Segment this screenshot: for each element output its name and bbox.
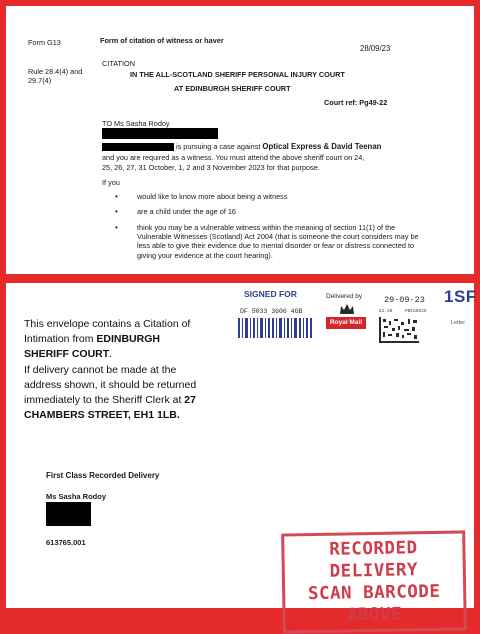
court-name: EDINBURGH: [96, 333, 160, 346]
reference-number: 613765.001: [46, 538, 86, 547]
bullet-item: [115, 207, 429, 217]
postmark-date: 29-09-23: [384, 295, 425, 305]
royal-mail-logo: Royal Mail: [326, 317, 366, 329]
court-line-2: AT EDINBURGH SHERIFF COURT: [174, 84, 291, 93]
body-line-1: [176, 142, 381, 152]
court-ref: Court ref: Pg49-22: [324, 98, 388, 107]
if-you: If you: [102, 178, 120, 187]
bullet-icon: •: [115, 192, 118, 201]
bullet-item: [115, 222, 429, 260]
tracking-number: DF 5033 3606 4GB: [240, 308, 303, 315]
defendants: Optical Express & David Teenan: [262, 142, 382, 151]
message-text: .: [109, 348, 113, 361]
postage-code: PB156626: [405, 309, 427, 314]
message-text: immediately to the Sheriff Clerk at: [24, 394, 185, 407]
return-address: 27: [184, 394, 196, 407]
crown-icon: [339, 303, 355, 315]
message-line: [24, 332, 196, 347]
service-line: First Class Recorded Delivery: [46, 471, 160, 480]
envelope-panel: [6, 283, 477, 626]
citation-label: CITATION: [102, 59, 135, 68]
postage-price: £2.40: [379, 309, 393, 314]
redacted-address: [46, 502, 91, 526]
citation-form-panel: [6, 6, 474, 274]
barcode-icon: [238, 318, 312, 338]
form-title: Form of citation of witness or haver: [100, 36, 224, 45]
stamp-line: RECORDED DELIVERY: [329, 538, 419, 582]
message-text: Intimation from: [24, 333, 97, 346]
message-line: address shown, it should be returned: [24, 378, 197, 391]
message-line: [24, 347, 196, 362]
body-line-1-text: is pursuing a case against: [176, 142, 263, 151]
delivered-by-label: Delivered by: [326, 293, 363, 300]
form-date: 28/09/23: [360, 44, 391, 53]
form-id: Form G13: [28, 38, 61, 47]
bullet-text: would like to know more about being a witness: [137, 192, 288, 201]
form-rule: Rule 28.4(4) and 29.7(4): [28, 67, 83, 86]
datamatrix-icon: [379, 317, 419, 343]
body-line-2: and you are required as a witness. You must attend the above sheriff court on 24,: [102, 153, 365, 162]
court-name: SHERIFF COURT: [24, 348, 110, 361]
stamp-line: SCAN BARCODE ABOVE: [307, 581, 441, 626]
court-line-1: IN THE ALL-SCOTLAND SHERIFF PERSONAL INJURY COURT: [130, 70, 345, 79]
bullet-icon: •: [115, 222, 118, 232]
bullet-icon: •: [115, 207, 118, 217]
message-line: [24, 393, 196, 408]
recipient-name: Ms Sasha Rodoy: [46, 492, 107, 501]
service-code: 1SF: [444, 287, 477, 306]
bullet-list: [115, 192, 429, 266]
message-line: This envelope contains a Citation of: [24, 318, 191, 330]
signed-for-label: SIGNED FOR: [244, 289, 297, 299]
message-line: If delivery cannot be made at the: [24, 363, 177, 376]
redacted-name: [102, 128, 218, 139]
redacted-party: [102, 143, 174, 151]
to-line: TO Ms Sasha Rodoy: [102, 119, 170, 128]
service-sub: Letter: [451, 320, 466, 326]
envelope-message: [24, 317, 196, 424]
postage-area: [238, 283, 477, 353]
bullet-item: [115, 192, 429, 201]
return-address: CHAMBERS STREET, EH1 1LB.: [24, 409, 180, 422]
recorded-delivery-stamp: [281, 530, 467, 633]
body-line-3: 25, 26, 27, 31 October, 1, 2 and 3 November 2023 for that purpose.: [102, 163, 320, 172]
bullet-text: are a child under the age of 16: [137, 207, 236, 217]
bullet-text: think you may be a vulnerable witness within the meaning of section 11(1) of the Vulnerable Witnesses (Scotland) Act 2004 (that is someone the court considers may be less able to give their evidence due to mental disorder or fear or distress connected to giving your evidence at the court hearing).: [137, 222, 419, 260]
